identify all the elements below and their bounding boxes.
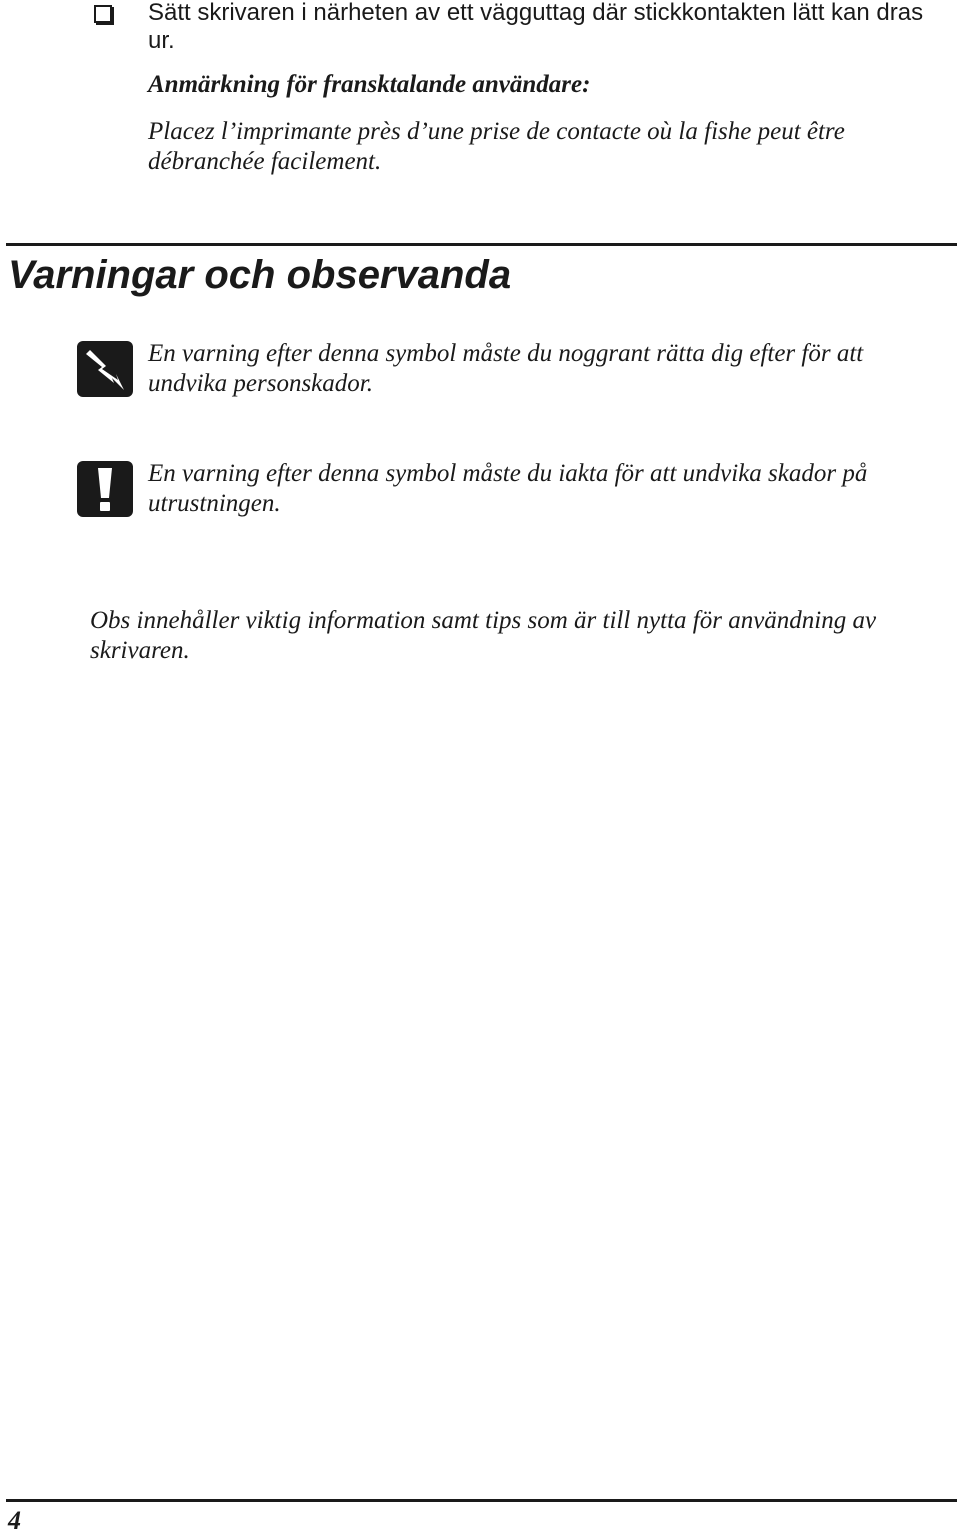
page-number: 4: [8, 1506, 21, 1535]
lightning-warning-icon: [76, 340, 134, 398]
exclamation-caution-icon: [76, 460, 134, 518]
section-divider: [6, 243, 957, 246]
footer-divider: [6, 1499, 957, 1502]
obs-text: Obs innehåller viktig information samt tips som är till nytta för användning av skrivaren.: [90, 607, 877, 664]
section-title: Varningar och observanda: [8, 253, 512, 297]
checkbox-bullet-icon: [94, 5, 112, 23]
french-note-body: Placez l’imprimante près d’une prise de contacte où la fishe peut être débranchée facilement.: [148, 118, 845, 175]
warning-text-personal-injury: En varning efter denna symbol måste du noggrant rätta dig efter för att undvika personskador.: [148, 340, 864, 397]
warning-text-equipment-damage: En varning efter denna symbol måste du iakta för att undvika skador på utrustningen.: [148, 460, 868, 517]
french-note-heading: Anmärkning för fransktalande användare:: [148, 71, 591, 98]
bullet-item-text: Sätt skrivaren i närheten av ett vägguttag där stickkontakten lätt kan dras ur.: [148, 0, 924, 54]
